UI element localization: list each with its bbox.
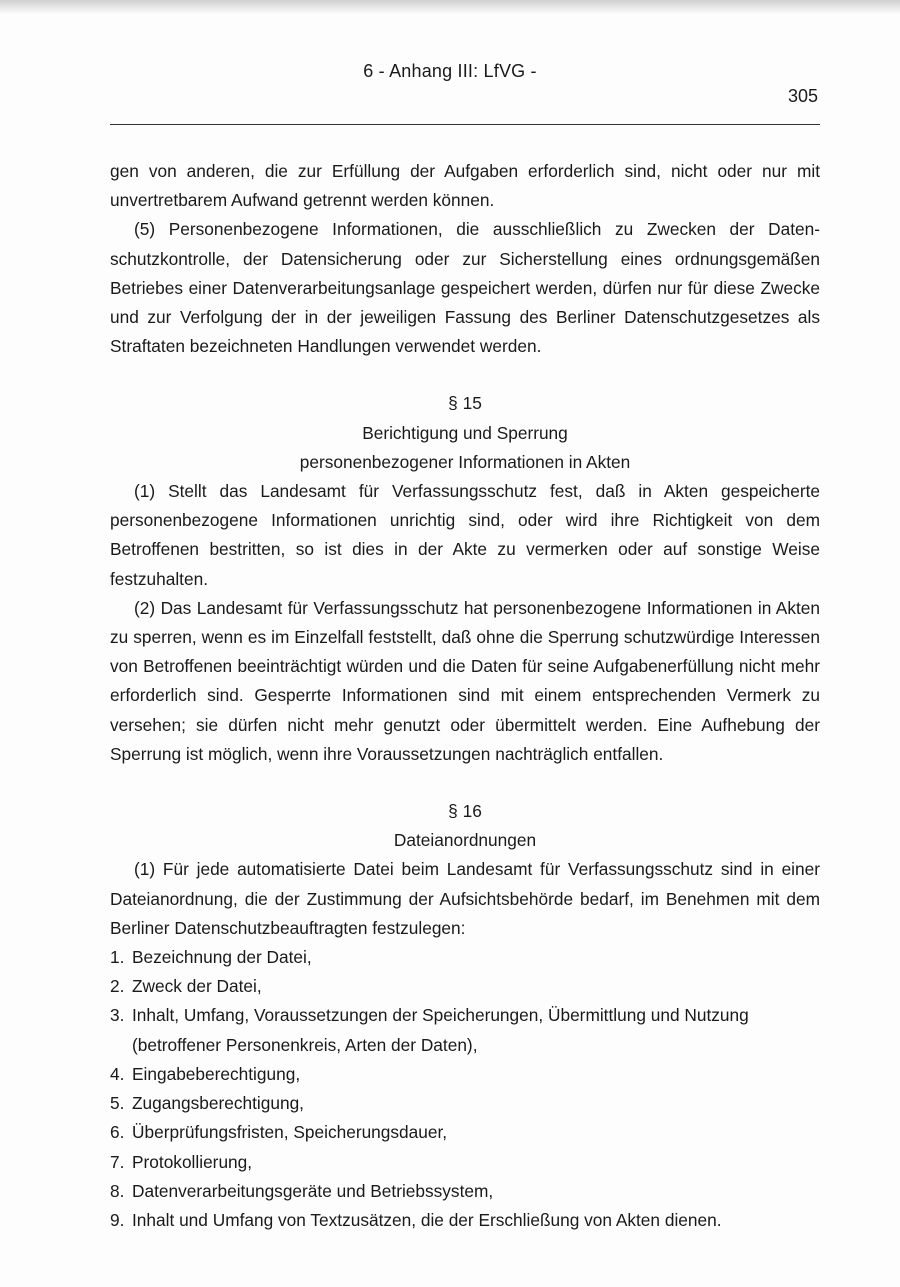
list-item-text: Bezeichnung der Datei,: [132, 947, 312, 968]
section-16-number: § 16: [448, 801, 482, 822]
section-15-title-line2: personenbezogener Informationen in Akten: [299, 451, 631, 472]
list-item: [110, 1177, 820, 1206]
list-item-text: Datenverarbeitungsgeräte und Betriebssystem,: [132, 1180, 494, 1201]
paragraph-5: (5) Personenbezogene Informationen, die ausschließlich zu Zwecken der Datenschutzkontrolle, der Datensicherung oder zur Sicherstellung eines ordnungsgemäßen Betriebes einer Datenverarbeitungsanlage gespeichert werden, dürfen nur für diese Zwecke und zur Verfolgung der in der jeweiligen Fassung des Berliner Datenschutzgesetzes als Straftaten bezeichneten Handlungen verwendet werden.: [110, 219, 820, 357]
list-item-text: Eingabeberechtigung,: [132, 1063, 301, 1084]
list-item-number: 5.: [110, 1093, 125, 1114]
section-15-title-line1: Berichtigung und Sperrung: [362, 422, 568, 443]
list-item-number: 1.: [110, 947, 125, 968]
list-item-number: 6.: [110, 1122, 125, 1143]
list-item: [110, 1118, 820, 1147]
header-rule: [110, 124, 820, 125]
section-15-paragraph-1: (1) Stellt das Landesamt für Verfassungsschutz fest, daß in Akten gespeicherte personenbezogene Informationen unrichtig sind, oder wird ihre Richtigkeit von dem Betroffenen bestritten, so ist dies in der Akte zu vermerken oder auf sonstige Weise festzuhalten.: [110, 481, 820, 589]
section-16-title: Dateianordnungen: [393, 830, 537, 851]
list-item-number: 8.: [110, 1180, 125, 1201]
section-16-list: [110, 943, 820, 1235]
section-gap: [110, 361, 820, 389]
paragraph-continued: gen von anderen, die zur Erfüllung der Aufgaben erforderlich sind, nicht oder nur mit unvertretbarem Aufwand getrennt werden können.: [110, 161, 820, 211]
list-item-text: Zweck der Datei,: [132, 976, 262, 997]
list-item-number: 9.: [110, 1209, 125, 1230]
list-item-number: 2.: [110, 976, 125, 997]
section-16-paragraph-1: (1) Für jede automatisierte Datei beim Landesamt für Verfassungsschutz sind in einer Dateianordnung, die der Zustimmung der Aufsichtsbehörde bedarf, im Benehmen mit dem Berliner Datenschutzbeauftragten festzulegen:: [110, 859, 820, 938]
list-item-text: Inhalt und Umfang von Textzusätzen, die der Erschließung von Akten dienen.: [132, 1209, 722, 1230]
list-item: [110, 1206, 820, 1235]
list-item: [110, 943, 820, 972]
section-gap: [110, 769, 820, 797]
list-item-text: Zugangsberechtigung,: [132, 1093, 304, 1114]
list-item: [110, 1089, 820, 1118]
list-item-text: Inhalt, Umfang, Voraussetzungen der Speicherungen, Übermittlung und Nutzung (betroffener Personenkreis, Arten der Daten),: [132, 1005, 749, 1055]
list-item-number: 4.: [110, 1063, 125, 1084]
section-15-paragraph-2: (2) Das Landesamt für Verfassungsschutz hat personenbezogene Informationen in Akten zu sperren, wenn es im Einzelfall feststellt, daß ohne die Sperrung schutzwürdige Interessen von Betroffenen beeinträchtigt würden und die Daten für seine Aufgabenerfüllung nicht mehr erforderlich sind. Gesperrte Informationen sind mit einem entsprechenden Vermerk zu versehen; sie dürfen nicht mehr genutzt oder übermittelt werden. Eine Aufhebung der Sperrung ist möglich, wenn ihre Voraussetzungen nachträglich entfallen.: [110, 597, 820, 764]
list-item-number: 7.: [110, 1151, 125, 1172]
section-15-number: § 15: [448, 393, 482, 414]
list-item: [110, 1148, 820, 1177]
list-item: [110, 1001, 820, 1059]
running-header: 6 - Anhang III: LfVG -: [363, 61, 537, 81]
list-item-text: Überprüfungsfristen, Speicherungsdauer,: [132, 1122, 448, 1143]
scan-edge-shadow: [0, 0, 900, 14]
list-item-number: 3.: [110, 1005, 125, 1026]
page-number: 305: [787, 86, 818, 106]
document-body: [110, 157, 820, 1235]
list-item-text: Protokollierung,: [132, 1151, 253, 1172]
list-item: [110, 972, 820, 1001]
list-item: [110, 1060, 820, 1089]
